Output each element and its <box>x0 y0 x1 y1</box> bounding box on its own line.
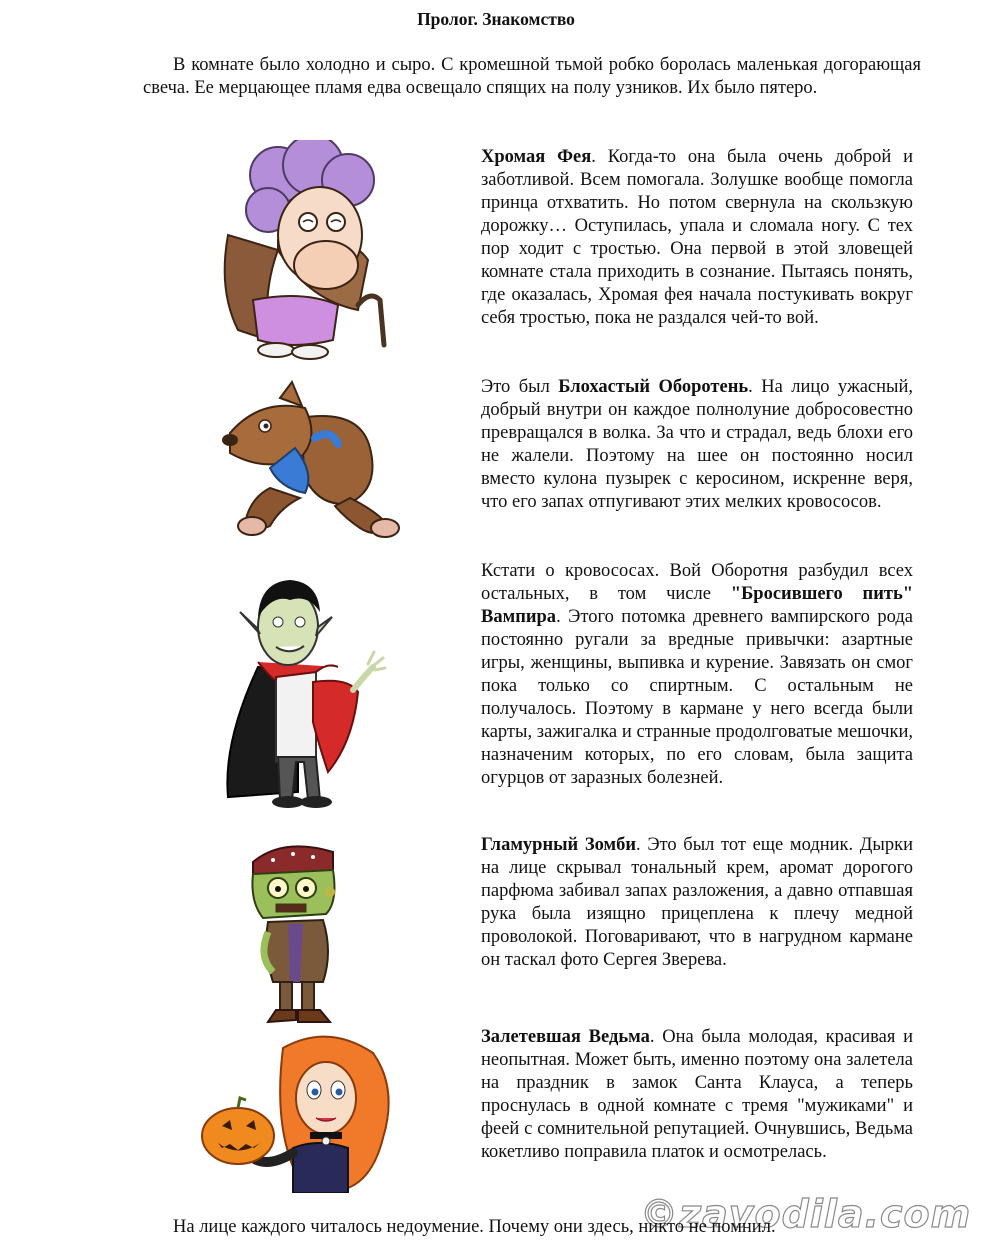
character-vampire-paragraph: Кстати о кровососах. Вой Оборотня разбудил всех остальных, в том числе "Бросившего пить" Вампира. Этого потомка древнего вампирского рода постоянно ругали за вредные привычки: азартные игры, женщины, выпивка и курение. Завязать он смог пока только со спиртным. С остальным не получалось. Поэтому в кармане у него всегда были карты, зажигалка и странные продолговатые мешочки, назначеним которых, по его словам, была защита огурцов от заразных болезней. <box>481 561 913 788</box>
closing-paragraph: На лице каждого читалось недоумение. Почему они здесь, никто не помнил. <box>173 1217 776 1237</box>
character-witch-paragraph: Залетевшая Ведьма. Она была молодая, красивая и неопытная. Может быть, именно поэтому она залетела на праздник в замок Санта Клауса, а теперь проснулась в одной комнате с тремя "мужиками" и феей с сомнительной репутацией. Очнувшись, Ведьма кокетливо поправила платок и осмотрелась. <box>481 1027 913 1162</box>
werewolf-illustration <box>210 378 420 543</box>
character-fairy-name: Хромая Фея <box>481 147 592 167</box>
page-title: Пролог. Знакомство <box>417 9 575 29</box>
character-zombie-name: Гламурный Зомби <box>481 835 637 855</box>
character-werewolf-paragraph: Это был Блохастый Оборотень. На лицо ужасный, добрый внутри он каждое полнолуние добросовестно превращался в волка. За что и страдал, ведь блохи его не жалели. Поэтому на шее он постоянно носил вместо кулона пузырек с керосином, искренне веря, что его запах отпугивают этих мелких кровососов. <box>481 377 913 512</box>
character-werewolf-name: Блохастый Оборотень <box>558 377 749 397</box>
watermark: ©zavodila.com <box>640 1192 972 1236</box>
zombie-illustration <box>238 832 368 1027</box>
fairy-illustration <box>208 140 408 365</box>
character-fairy-paragraph: Хромая Фея. Когда-то она была очень доброй и заботливой. Всем помогала. Золушке вообще помогла принца отхватить. Но потом свернула на скользкую дорожку… Оступилась, упала и сломала ногу. С тех пор ходит с тростью. Она первой в этой зловещей комнате стала приходить в сознание. Пытаясь понять, где оказалась, Хромая фея начала постукивать вокруг себя тростью, пока не раздался чей-то вой. <box>481 147 913 328</box>
character-zombie-paragraph: Гламурный Зомби. Это был тот еще модник. Дырки на лице скрывал тональный крем, аромат дорогого парфюма забивал запах разложения, а давно отпавшая рука была изящно прицеплена к плечу медной проволокой. Поговаривают, что в нагрудном кармане он таскал фото Сергея Зверева. <box>481 835 913 970</box>
character-witch-name: Залетевшая Ведьма <box>481 1027 650 1047</box>
vampire-illustration <box>218 572 388 812</box>
intro-paragraph: В комнате было холодно и сыро. С кромешной тьмой робко боролась маленькая догорающая свеча. Ее мерцающее пламя едва освещало спящих на полу узников. Их было пятеро. <box>143 55 921 98</box>
witch-illustration <box>198 1028 408 1193</box>
character-vampire-name: "Бросившего пить" Вампира <box>481 584 913 627</box>
